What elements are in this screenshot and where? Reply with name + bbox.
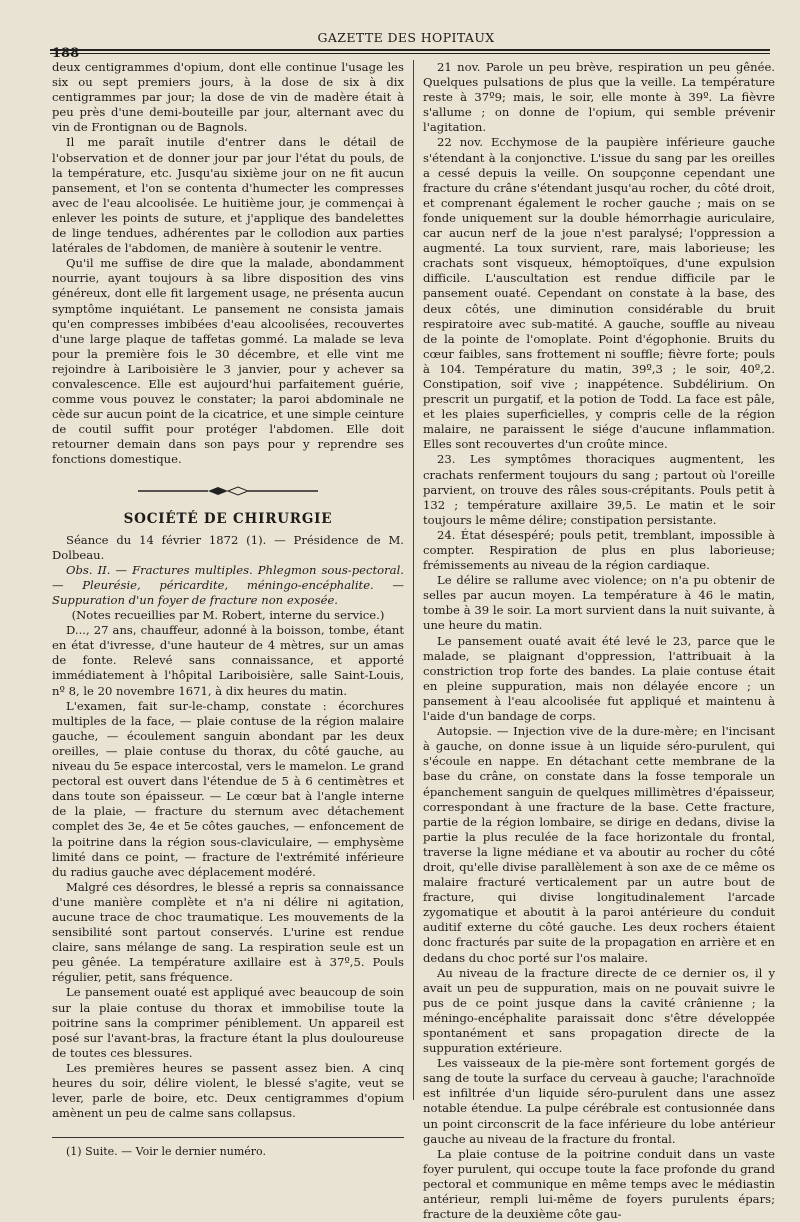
right-column: [423, 60, 775, 1222]
paragraph: Qu'il me suffise de dire que la malade, abondamment nourrie, ayant toujours à sa libre disposition des vins généreux, dont elle fit largement usage, ne présenta aucun symptôme inquiétant. Le pansement ne consista jamais qu'en compresses imbibées d'eau alcoolisées, recouvertes d'une large plaque de taffetas gommé. La malade se leva pour la première fois le 30 décembre, et elle vint me rejoindre à Lariboisière le 3 janvier, pour y achever sa convalescence. Elle est aujourd'hui parfaitement guérie, comme vous pouvez le constater; la paroi abdominale ne cède sur aucun point de la cicatrice, et une simple ceinture de coutil suffit pour protéger l'abdomen. Elle doit retourner demain dans son pays pour y reprendre ses fonctions domestique.: [52, 256, 404, 467]
header-rule: [50, 49, 770, 51]
journal-title: GAZETTE DES HOPITAUX: [317, 30, 495, 45]
paragraph: Autopsie. — Injection vive de la dure-mère; en l'incisant à gauche, on donne issue à un liquide séro-purulent, qui s'écoule en nappe. En détachant cette membrane de la base du crâne, on constate dans la fosse temporale un épanchement sanguin de quelques millimètres d'épaisseur, correspondant à une fracture de la base. Cette fracture, partie de la région lombaire, se dirige en dedans, divise la partie la plus reculée de la face horizontale du frontal, traverse la ligne médiane et va aboutir au rocher du côté droit, qu'elle divise parallèlement à son axe de ce même os malaire fracturé verticalement par un autre bout de fracture, qui divise longitudinalement l'arcade zygomatique et aboutit à la paroi antérieure du conduit auditif externe du côté gauche. Les deux rochers étaient donc fracturés par suite de la propagation en arrière et en dedans du choc porté sur l'os malaire.: [423, 724, 775, 965]
left-column: [52, 60, 404, 1159]
footnote: (1) Suite. — Voir le dernier numéro.: [66, 1145, 266, 1159]
paragraph: Le pansement ouaté est appliqué avec beaucoup de soin sur la plaie contuse du thorax et immobilise toute la poitrine sans la comprimer péniblement. Un appareil est posé sur l'avant-bras, la fracture étant la plus douloureuse de toutes ces blessures.: [52, 985, 404, 1060]
ornament-divider-icon: [138, 486, 318, 496]
paragraph: 23. Les symptômes thoraciques augmentent, les crachats renferment toujours du sang ; partout où l'oreille parvient, on trouve des râles sous-crépitants. Pouls petit à 132 ; température axillaire 39,5. Le matin et le soir toujours le même délire; constipation persistante.: [423, 452, 775, 527]
paragraph: Le pansement ouaté avait été levé le 23, parce que le malade, se plaignant d'oppression, l'attribuait à la constriction trop forte des bandes. La plaie contuse était en pleine suppuration, mais non délayée encore ; un pansement à l'eau alcoolisée fut appliqué et maintenu à l'aide d'un bandage de corps.: [423, 633, 775, 724]
page-header: [36, 22, 776, 61]
paragraph: 21 nov. Parole un peu brève, respiration un peu gênée. Quelques pulsations de plus que la veille. La température reste à 37º9; mais, le soir, elle monte à 39º. La fièvre s'allume ; on donne de l'opium, qui semble prévenir l'agitation.: [423, 60, 775, 135]
header-rule-thin: [50, 53, 770, 54]
paragraph: D..., 27 ans, chauffeur, adonné à la boisson, tombe, étant en état d'ivresse, d'une hauteur de 4 mètres, sur un amas de fonte. Relevé sans connaissance, et apporté immédiatement à l'hôpital Lariboisière, salle Saint-Louis, nº 8, le 20 novembre 1671, à dix heures du matin.: [52, 623, 404, 698]
observation-title: Obs. II. — Fractures multiples. Phlegmon sous-pectoral. — Pleurésie, péricardite, méningo-encéphalite. — Suppuration d'un foyer de fracture non exposée.: [52, 562, 404, 607]
paragraph: Malgré ces désordres, le blessé a repris sa connaissance d'une manière complète et n'a ni délire ni agitation, aucune trace de choc traumatique. Les mouvements de la sensibilité sont partout conservés. L'urine est rendue claire, sans mélange de sang. La respiration seule est un peu gênée. La température axillaire est à 37º,5. Pouls régulier, petit, sans fréquence.: [52, 879, 404, 985]
paragraph: Le délire se rallume avec violence; on n'a pu obtenir de selles par aucun moyen. La température à 46 le matin, tombe à 39 le soir. La mort survient dans la nuit suivante, à une heure du matin.: [423, 573, 775, 633]
column-divider: [413, 60, 414, 1100]
paragraph: Les vaisseaux de la pie-mère sont fortement gorgés de sang de toute la surface du cerveau à gauche; l'arachnoïde est infiltrée d'un liquide séro-purulent dans une assez notable étendue. La pulpe cérébrale est contusionnée dans un point circonscrit de la face inférieure du lobe antérieur gauche au niveau de la fracture du frontal.: [423, 1056, 775, 1146]
page-number: 188: [52, 46, 80, 61]
paragraph: 22 nov. Ecchymose de la paupière inférieure gauche s'étendant à la conjonctive. L'issue du sang par les oreilles a cessé depuis la veille. On soupçonne cependant une fracture du crâne s'étendant jusqu'au rocher, du côté droit, et comprenant également le rocher gauche ; mais on se fonde uniquement sur la double hémorrhagie auriculaire, car aucun nerf de la joue n'est paralysé; l'oppression a augmenté. La toux survient, rare, mais laborieuse; les crachats sont visqueux, hémoptoïques, d'une expulsion difficile. L'auscultation est rendue difficile par le pansement ouaté. Cependant on constate à la base, des deux côtés, une diminution considérable du bruit respiratoire avec sub-matité. A gauche, souffle au niveau de la pointe de l'omoplate. Point d'égophonie. Bruits du cœur faibles, sans frottement ni souffle; fièvre forte; pouls à 104. Température du matin, 39º,3 ; le soir, 40º,2. Constipation, soif vive ; inappétence. Subdélirium. On prescrit un purgatif, et la potion de Todd. La face est pâle, et les plaies superficielles, y compris celle de la région malaire, ne paraissent le siége d'aucune inflammation. Elles sont recouvertes d'un croûte mince.: [423, 135, 775, 452]
section-title: SOCIÉTÉ DE CHIRURGIE: [123, 510, 333, 527]
paragraph: Il me paraît inutile d'entrer dans le détail de l'observation et de donner jour par jour l'état du pouls, de la température, etc. Jusqu'au sixième jour on ne fit aucun pansement, et l'on se contenta d'humecter les compresses avec de l'eau alcoolisée. Le huitième jour, je commençai à enlever les points de suture, et j'applique des bandelettes de linge tendues, adhérentes par le collodion aux parties latérales de l'abdomen, de manière à soutenir le ventre.: [52, 135, 404, 256]
seance-line: Séance du 14 février 1872 (1). — Présidence de M. Dolbeau.: [52, 532, 404, 562]
paragraph: Les premières heures se passent assez bien. A cinq heures du soir, délire violent, le blessé s'agite, veut se lever, parle de boire, etc. Deux centigrammes d'opium amènent un peu de calme sans collapsus.: [52, 1060, 404, 1121]
text-columns: [52, 60, 776, 1222]
paragraph: Au niveau de la fracture directe de ce dernier os, il y avait un peu de suppuration, mais on ne pouvait suivre le pus de ce point jusque dans la cavité crânienne ; la méningo-encéphalite paraissait donc s'être développée spontanément et sans propagation directe de la suppuration extérieure.: [423, 965, 775, 1056]
paragraph: La plaie contuse de la poitrine conduit dans un vaste foyer purulent, qui occupe toute la face profonde du grand pectoral et communique en même temps avec le médiastin antérieur, rempli lui-même de foyers purulents épars; fracture de la deuxième côte gau-: [423, 1146, 775, 1222]
footnote-rule: [52, 1137, 404, 1138]
paragraph: L'examen, fait sur-le-champ, constate : écorchures multiples de la face, — plaie contuse de la région malaire gauche, — écoulement sanguin abondant par les deux oreilles, — plaie contuse du thorax, du côté gauche, au niveau du 5e espace intercostal, vers le mamelon. Le grand pectoral est ouvert dans l'étendue de 5 à 6 centimètres et dans toute son épaisseur. — Le cœur bat à l'angle interne de la plaie, — fracture du sternum avec détachement complet des 3e, 4e et 5e côtes gauches, — enfoncement de la poitrine dans la région sous-claviculaire, — emphysème limité dans ce point, — fracture de l'extrémité inférieure du radius gauche avec déplacement modéré.: [52, 698, 404, 879]
paragraph: 24. État désespéré; pouls petit, tremblant, impossible à compter. Respiration de plus en plus laborieuse; frémissements au niveau de la région cardiaque.: [423, 527, 775, 573]
paragraph: deux centigrammes d'opium, dont elle continue l'usage les six ou sept premiers jours, à la dose de six à dix centigrammes par jour; la dose de vin de madère était à peu près d'une demi-bouteille par jour, alternant avec du vin de Frontignan ou de Bagnols.: [52, 60, 404, 135]
notes-credit: (Notes recueillies par M. Robert, interne du service.): [71, 608, 385, 623]
